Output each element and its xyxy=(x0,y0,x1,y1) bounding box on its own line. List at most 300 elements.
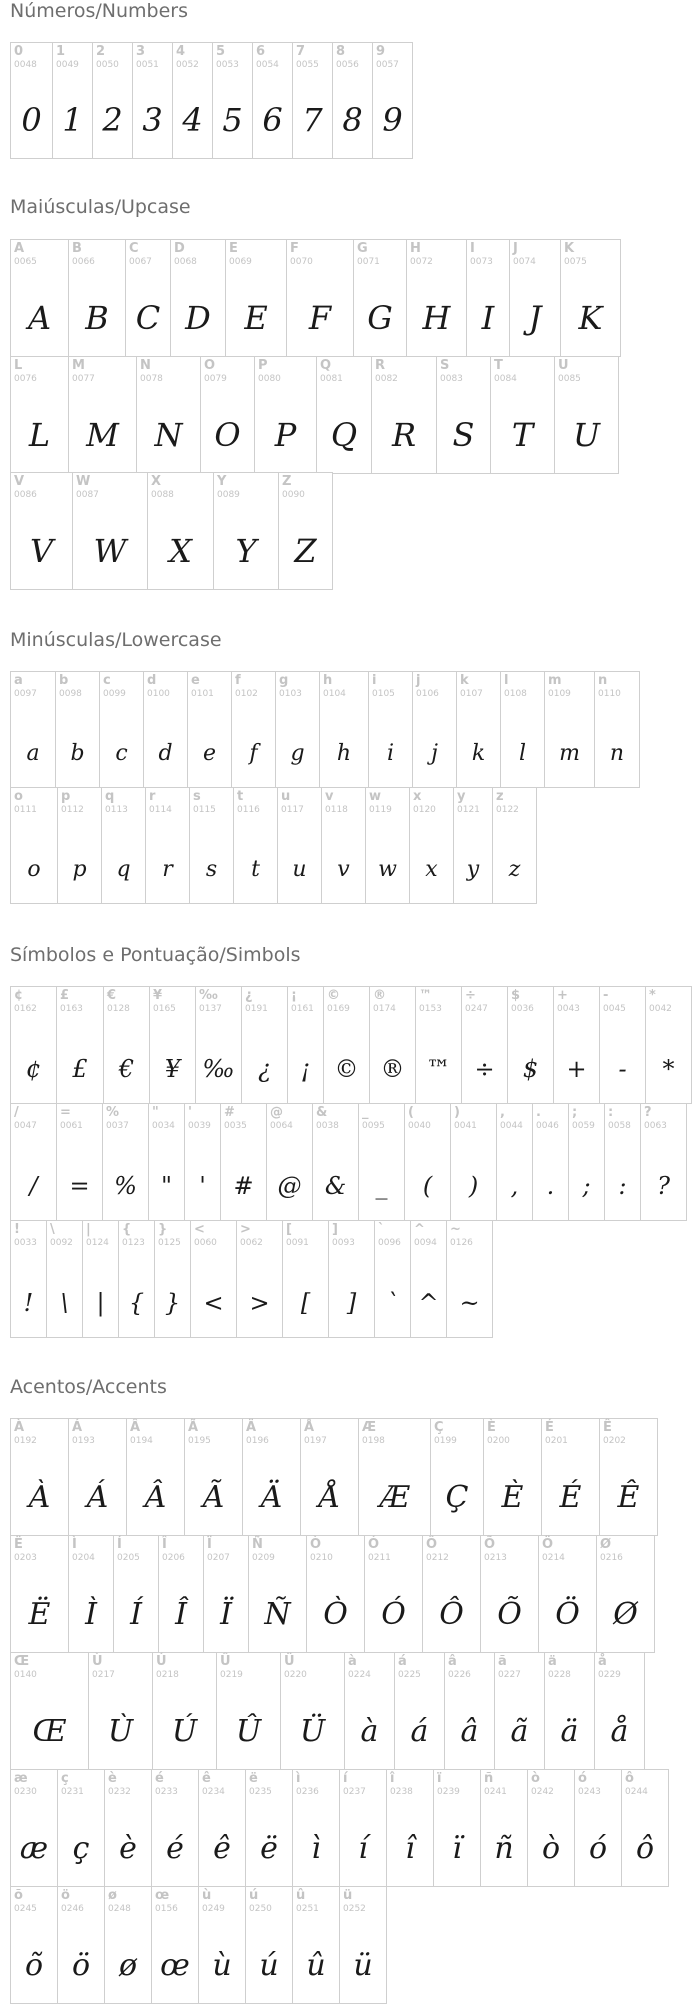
glyph-sample: f xyxy=(249,741,258,766)
glyph-sample: z xyxy=(508,857,521,882)
glyph-code: 0090 xyxy=(282,490,305,500)
glyph-sample: ¥ xyxy=(164,1055,181,1083)
glyph-character-label: Z xyxy=(282,474,292,489)
glyph-sample: m xyxy=(559,741,580,766)
glyph-character-label: ! xyxy=(14,1222,20,1237)
glyph-cell xyxy=(151,1886,199,2004)
glyph-cell xyxy=(574,1769,622,1887)
glyph-cell xyxy=(252,42,293,159)
glyph-sample: Å xyxy=(318,1480,341,1515)
glyph-character-label: ) xyxy=(454,1105,460,1120)
glyph-code: 0063 xyxy=(644,1121,667,1131)
glyph-sample: ' xyxy=(199,1172,206,1200)
glyph-character-label: Â xyxy=(130,1420,141,1435)
glyph-character-label: ¡ xyxy=(291,988,297,1003)
glyph-character-label: ÷ xyxy=(465,988,476,1003)
glyph-sample: M xyxy=(86,416,119,454)
glyph-sample: t xyxy=(251,857,260,882)
glyph-character-label: ù xyxy=(202,1888,212,1903)
glyph-cell xyxy=(10,356,69,474)
glyph-code: 0206 xyxy=(162,1553,185,1563)
glyph-cell xyxy=(412,671,457,788)
glyph-character-label: % xyxy=(106,1105,120,1120)
glyph-cell xyxy=(621,1769,669,1887)
glyph-sample: + xyxy=(566,1055,587,1083)
glyph-cell xyxy=(72,472,148,590)
glyph-character-label: ú xyxy=(249,1888,259,1903)
glyph-sample: ä xyxy=(560,1714,579,1749)
glyph-cell xyxy=(132,42,173,159)
glyph-character-label: 6 xyxy=(256,44,266,59)
glyph-sample: Z xyxy=(294,532,317,570)
glyph-code: 0104 xyxy=(323,689,346,699)
glyph-character-label: h xyxy=(323,673,333,688)
glyph-code: 0121 xyxy=(457,805,480,815)
glyph-code: 0085 xyxy=(558,374,581,384)
glyph-code: 0193 xyxy=(72,1436,95,1446)
glyph-sample: N xyxy=(154,416,183,454)
glyph-cell xyxy=(266,1103,313,1221)
glyph-code: 0227 xyxy=(498,1670,521,1680)
glyph-sample: â xyxy=(460,1714,479,1749)
glyph-character-label: Í xyxy=(117,1537,122,1552)
glyph-code: 0198 xyxy=(362,1436,385,1446)
glyph-code: 0108 xyxy=(504,689,527,699)
glyph-code: 0071 xyxy=(357,257,380,267)
glyph-code: 0220 xyxy=(284,1670,307,1680)
glyph-cell xyxy=(544,671,595,788)
glyph-code: 0109 xyxy=(548,689,571,699)
glyph-cell xyxy=(56,986,104,1104)
glyph-cell xyxy=(344,1652,395,1770)
glyph-code: 0103 xyxy=(279,689,302,699)
glyph-cell xyxy=(280,1652,345,1770)
glyph-sample: ( xyxy=(422,1172,433,1200)
glyph-character-label: é xyxy=(155,1771,164,1786)
glyph-sample: O xyxy=(214,416,241,454)
glyph-code: 0038 xyxy=(316,1121,339,1131)
glyph-sample: 5 xyxy=(222,101,243,139)
glyph-sample: } xyxy=(164,1289,181,1317)
glyph-character-label: c xyxy=(103,673,111,688)
glyph-code: 0245 xyxy=(14,1904,37,1914)
glyph-code: 0081 xyxy=(320,374,343,384)
section-title-numbers: Números/Numbers xyxy=(10,0,188,22)
glyph-code: 0195 xyxy=(188,1436,211,1446)
glyph-sample: g xyxy=(290,741,305,766)
section-title-symbols: Símbolos e Pontuação/Simbols xyxy=(10,944,301,966)
glyph-sample: u xyxy=(292,857,307,882)
glyph-character-label: g xyxy=(279,673,289,688)
glyph-character-label: ¢ xyxy=(14,988,24,1003)
glyph-sample: a xyxy=(26,741,40,766)
glyph-character-label: ü xyxy=(343,1888,353,1903)
glyph-sample: " xyxy=(160,1172,173,1200)
glyph-character-label: £ xyxy=(60,988,70,1003)
glyph-character-label: f xyxy=(235,673,241,688)
glyph-code: 0074 xyxy=(513,257,536,267)
glyph-cell xyxy=(241,986,288,1104)
glyph-cell xyxy=(553,986,600,1104)
glyph-character-label: ó xyxy=(578,1771,587,1786)
glyph-character-label: | xyxy=(86,1222,91,1237)
glyph-sample: _ xyxy=(375,1172,388,1200)
glyph-character-label: 9 xyxy=(376,44,386,59)
glyph-code: 0194 xyxy=(130,1436,153,1446)
glyph-cell xyxy=(509,239,561,357)
glyph-cell xyxy=(46,1220,83,1338)
glyph-sample: é xyxy=(166,1831,184,1866)
glyph-sample: Û xyxy=(235,1714,262,1749)
glyph-character-label: T xyxy=(494,358,503,373)
glyph-code: 0241 xyxy=(484,1787,507,1797)
glyph-cell xyxy=(496,1103,533,1221)
glyph-code: 0119 xyxy=(369,805,392,815)
glyph-code: 0126 xyxy=(450,1238,473,1248)
glyph-cell xyxy=(68,1535,114,1653)
glyph-sample: @ xyxy=(277,1172,302,1200)
glyph-sample: ó xyxy=(588,1831,608,1866)
glyph-cell xyxy=(433,1769,481,1887)
glyph-cell xyxy=(10,1535,69,1653)
glyph-sample: Æ xyxy=(379,1480,410,1515)
glyph-sample: Õ xyxy=(497,1597,522,1632)
glyph-code: 0034 xyxy=(152,1121,175,1131)
glyph-cell xyxy=(374,1220,411,1338)
glyph-sample: T xyxy=(511,416,534,454)
glyph-character-label: < xyxy=(194,1222,205,1237)
glyph-code: 0094 xyxy=(414,1238,437,1248)
glyph-sample: x xyxy=(425,857,438,882)
glyph-character-label: 7 xyxy=(296,44,306,59)
glyph-cell xyxy=(113,1535,159,1653)
glyph-cell xyxy=(286,239,354,357)
glyph-character-label: À xyxy=(14,1420,25,1435)
glyph-character-label: $ xyxy=(511,988,521,1003)
glyph-code: 0098 xyxy=(59,689,82,699)
glyph-cell xyxy=(10,1220,47,1338)
glyph-sample: * xyxy=(662,1055,675,1083)
glyph-character-label: 4 xyxy=(176,44,186,59)
glyph-character-label: C xyxy=(129,241,139,256)
glyph-sample: | xyxy=(96,1289,105,1317)
glyph-code: 0162 xyxy=(14,1004,37,1014)
glyph-code: 0243 xyxy=(578,1787,601,1797)
glyph-cell xyxy=(538,1535,597,1653)
glyph-sample: å xyxy=(610,1714,629,1749)
glyph-character-label: . xyxy=(536,1105,541,1120)
glyph-code: 0070 xyxy=(290,257,313,267)
glyph-code: 0068 xyxy=(174,257,197,267)
glyph-character-label: Ó xyxy=(368,1537,380,1552)
glyph-cell xyxy=(339,1886,387,2004)
glyph-character-label: Î xyxy=(162,1537,167,1552)
glyph-code: 0120 xyxy=(413,805,436,815)
glyph-code: 0214 xyxy=(542,1553,565,1563)
glyph-code: 0096 xyxy=(378,1238,401,1248)
glyph-cell xyxy=(323,986,370,1104)
glyph-character-label: B xyxy=(72,241,82,256)
glyph-sample: [ xyxy=(300,1289,311,1317)
glyph-character-label: û xyxy=(296,1888,306,1903)
glyph-code: 0101 xyxy=(191,689,214,699)
glyph-character-label: e xyxy=(191,673,200,688)
glyph-character-label: d xyxy=(147,673,157,688)
glyph-sample: 4 xyxy=(182,101,203,139)
glyph-sample: > xyxy=(249,1289,270,1317)
glyph-character-label: Ê xyxy=(603,1420,612,1435)
glyph-sample: 0 xyxy=(21,101,42,139)
glyph-cell xyxy=(143,671,188,788)
glyph-code: 0242 xyxy=(531,1787,554,1797)
glyph-code: 0251 xyxy=(296,1904,319,1914)
glyph-sample: 9 xyxy=(382,101,403,139)
glyph-cell xyxy=(68,239,126,357)
glyph-code: 0040 xyxy=(408,1121,431,1131)
glyph-character-label: a xyxy=(14,673,23,688)
glyph-cell xyxy=(300,1418,359,1536)
glyph-sample: Q xyxy=(330,416,358,454)
glyph-sample: J xyxy=(528,299,542,337)
glyph-code: 0125 xyxy=(158,1238,181,1248)
glyph-cell xyxy=(507,986,554,1104)
glyph-sample: h xyxy=(336,741,352,766)
glyph-cell xyxy=(212,42,253,159)
glyph-character-label: ï xyxy=(437,1771,442,1786)
glyph-character-label: R xyxy=(375,358,386,373)
glyph-character-label: ö xyxy=(61,1888,70,1903)
glyph-character-label: É xyxy=(545,1420,554,1435)
glyph-code: 0033 xyxy=(14,1238,37,1248)
glyph-code: 0250 xyxy=(249,1904,272,1914)
glyph-cell xyxy=(118,1220,155,1338)
glyph-sample: Ï xyxy=(220,1597,232,1632)
glyph-character-label: Ä xyxy=(246,1420,257,1435)
glyph-sample: < xyxy=(203,1289,224,1317)
glyph-character-label: w xyxy=(369,789,382,804)
glyph-sample: Y xyxy=(235,532,257,570)
glyph-character-label: Q xyxy=(320,358,332,373)
glyph-cell xyxy=(190,1220,237,1338)
glyph-cell xyxy=(371,356,437,474)
glyph-cell xyxy=(225,239,287,357)
glyph-character-label: G xyxy=(357,241,368,256)
glyph-cell xyxy=(453,787,493,904)
glyph-character-label: o xyxy=(14,789,23,804)
glyph-sample: = xyxy=(69,1172,90,1200)
glyph-character-label: ] xyxy=(332,1222,338,1237)
glyph-sample: ø xyxy=(118,1948,138,1983)
glyph-cell xyxy=(248,1535,307,1653)
glyph-sample: ô xyxy=(635,1831,655,1866)
glyph-cell xyxy=(187,671,232,788)
glyph-sample: , xyxy=(510,1172,519,1200)
glyph-sample: ã xyxy=(510,1714,529,1749)
glyph-cell xyxy=(277,787,322,904)
glyph-character-label: v xyxy=(325,789,334,804)
glyph-code: 0079 xyxy=(204,374,227,384)
glyph-cell xyxy=(339,1769,387,1887)
glyph-character-label: õ xyxy=(14,1888,23,1903)
glyph-character-label: ? xyxy=(644,1105,652,1120)
glyph-sample: ¡ xyxy=(300,1055,311,1083)
glyph-code: 0113 xyxy=(105,805,128,815)
glyph-character-label: ' xyxy=(188,1105,192,1120)
glyph-character-label: ô xyxy=(625,1771,634,1786)
glyph-character-label: Å xyxy=(304,1420,315,1435)
glyph-character-label: ø xyxy=(108,1888,117,1903)
section-title-accents: Acentos/Accents xyxy=(10,1376,167,1398)
glyph-character-label: / xyxy=(14,1105,19,1120)
glyph-code: 0124 xyxy=(86,1238,109,1248)
glyph-code: 0083 xyxy=(440,374,463,384)
glyph-character-label: n xyxy=(598,673,608,688)
glyph-cell xyxy=(312,1103,359,1221)
glyph-code: 0056 xyxy=(336,60,359,70)
glyph-code: 0244 xyxy=(625,1787,648,1797)
glyph-sample: £ xyxy=(72,1055,88,1083)
glyph-character-label: ; xyxy=(572,1105,578,1120)
glyph-cell xyxy=(55,671,100,788)
glyph-sample: v xyxy=(337,857,350,882)
glyph-character-label: \ xyxy=(50,1222,55,1237)
glyph-code: 0234 xyxy=(202,1787,225,1797)
glyph-character-label: = xyxy=(60,1105,71,1120)
glyph-cell xyxy=(365,787,410,904)
glyph-cell xyxy=(10,1652,89,1770)
glyph-code: 0210 xyxy=(310,1553,333,1563)
glyph-cell xyxy=(254,356,317,474)
glyph-sample: / xyxy=(29,1172,38,1200)
glyph-cell xyxy=(104,1886,152,2004)
glyph-cell xyxy=(52,42,93,159)
glyph-cell xyxy=(480,1769,528,1887)
glyph-code: 0052 xyxy=(176,60,199,70)
glyph-cell xyxy=(369,986,416,1104)
glyph-sample: à xyxy=(360,1714,379,1749)
glyph-sample: Ü xyxy=(299,1714,326,1749)
glyph-cell xyxy=(92,42,133,159)
glyph-cell xyxy=(152,1652,217,1770)
glyph-cell xyxy=(216,1652,281,1770)
glyph-character-label: - xyxy=(603,988,609,1003)
glyph-cell xyxy=(640,1103,687,1221)
glyph-sample: Ö xyxy=(555,1597,580,1632)
glyph-code: 0235 xyxy=(249,1787,272,1797)
glyph-cell xyxy=(483,1418,542,1536)
glyph-code: 0041 xyxy=(454,1121,477,1131)
glyph-sample: ú xyxy=(259,1948,279,1983)
glyph-character-label: A xyxy=(14,241,25,256)
glyph-code: 0169 xyxy=(327,1004,350,1014)
glyph-cell xyxy=(456,671,501,788)
glyph-sample: ™ xyxy=(426,1055,451,1083)
glyph-code: 0202 xyxy=(603,1436,626,1446)
glyph-code: 0060 xyxy=(194,1238,217,1248)
glyph-sample: ë xyxy=(260,1831,278,1866)
glyph-sample: X xyxy=(169,532,192,570)
glyph-sample: ü xyxy=(353,1948,373,1983)
glyph-code: 0057 xyxy=(376,60,399,70)
glyph-character-label: k xyxy=(460,673,469,688)
glyph-code: 0248 xyxy=(108,1904,131,1914)
glyph-cell xyxy=(99,671,144,788)
glyph-code: 0115 xyxy=(193,805,216,815)
glyph-character-label: y xyxy=(457,789,466,804)
glyph-character-label: î xyxy=(390,1771,395,1786)
glyph-code: 0237 xyxy=(343,1787,366,1797)
glyph-code: 0046 xyxy=(536,1121,559,1131)
glyph-character-label: x xyxy=(413,789,422,804)
glyph-sample: ‰ xyxy=(202,1055,235,1083)
glyph-character-label: ~ xyxy=(450,1222,461,1237)
glyph-sample: ; xyxy=(582,1172,591,1200)
glyph-sample: Ô xyxy=(439,1597,464,1632)
glyph-sample: À xyxy=(28,1480,51,1515)
glyph-cell xyxy=(430,1418,484,1536)
glyph-code: 0067 xyxy=(129,257,152,267)
glyph-cell xyxy=(316,356,372,474)
glyph-code: 0077 xyxy=(72,374,95,384)
glyph-cell xyxy=(287,986,324,1104)
glyph-sample: ® xyxy=(380,1055,405,1083)
glyph-code: 0042 xyxy=(649,1004,672,1014)
glyph-sample: Ø xyxy=(613,1597,638,1632)
glyph-sample: $ xyxy=(522,1055,539,1083)
glyph-code: 0219 xyxy=(220,1670,243,1680)
glyph-character-label: : xyxy=(608,1105,614,1120)
glyph-code: 0228 xyxy=(548,1670,571,1680)
glyph-code: 0236 xyxy=(296,1787,319,1797)
glyph-sample: & xyxy=(324,1172,347,1200)
glyph-cell xyxy=(10,671,56,788)
glyph-code: 0097 xyxy=(14,689,37,699)
glyph-cell xyxy=(57,1769,105,1887)
glyph-code: 0061 xyxy=(60,1121,83,1131)
glyph-character-label: W xyxy=(76,474,91,489)
glyph-character-label: Æ xyxy=(362,1420,377,1435)
glyph-sample: % xyxy=(114,1172,137,1200)
glyph-character-label: Ú xyxy=(156,1654,167,1669)
glyph-code: 0153 xyxy=(419,1004,442,1014)
glyph-character-label: ® xyxy=(373,988,386,1003)
glyph-code: 0233 xyxy=(155,1787,178,1797)
glyph-cell xyxy=(10,1886,58,2004)
glyph-cell xyxy=(292,42,333,159)
glyph-cell xyxy=(541,1418,600,1536)
glyph-character-label: , xyxy=(500,1105,505,1120)
glyph-character-label: Y xyxy=(217,474,227,489)
glyph-character-label: Ô xyxy=(426,1537,438,1552)
glyph-character-label: H xyxy=(410,241,421,256)
glyph-character-label: Ñ xyxy=(252,1537,263,1552)
glyph-cell xyxy=(10,239,69,357)
glyph-code: 0105 xyxy=(372,689,395,699)
glyph-sample: Â xyxy=(144,1480,167,1515)
glyph-sample: Ç xyxy=(445,1480,469,1515)
glyph-character-label: ` xyxy=(378,1222,385,1237)
glyph-character-label: i xyxy=(372,673,377,688)
glyph-code: 0112 xyxy=(61,805,84,815)
glyph-cell xyxy=(328,1220,375,1338)
glyph-sample: i xyxy=(386,741,395,766)
glyph-code: 0197 xyxy=(304,1436,327,1446)
glyph-character-label: ò xyxy=(531,1771,540,1786)
glyph-sample: \ xyxy=(60,1289,69,1317)
glyph-code: 0128 xyxy=(107,1004,130,1014)
glyph-code: 0249 xyxy=(202,1904,225,1914)
glyph-sample: 3 xyxy=(142,101,163,139)
